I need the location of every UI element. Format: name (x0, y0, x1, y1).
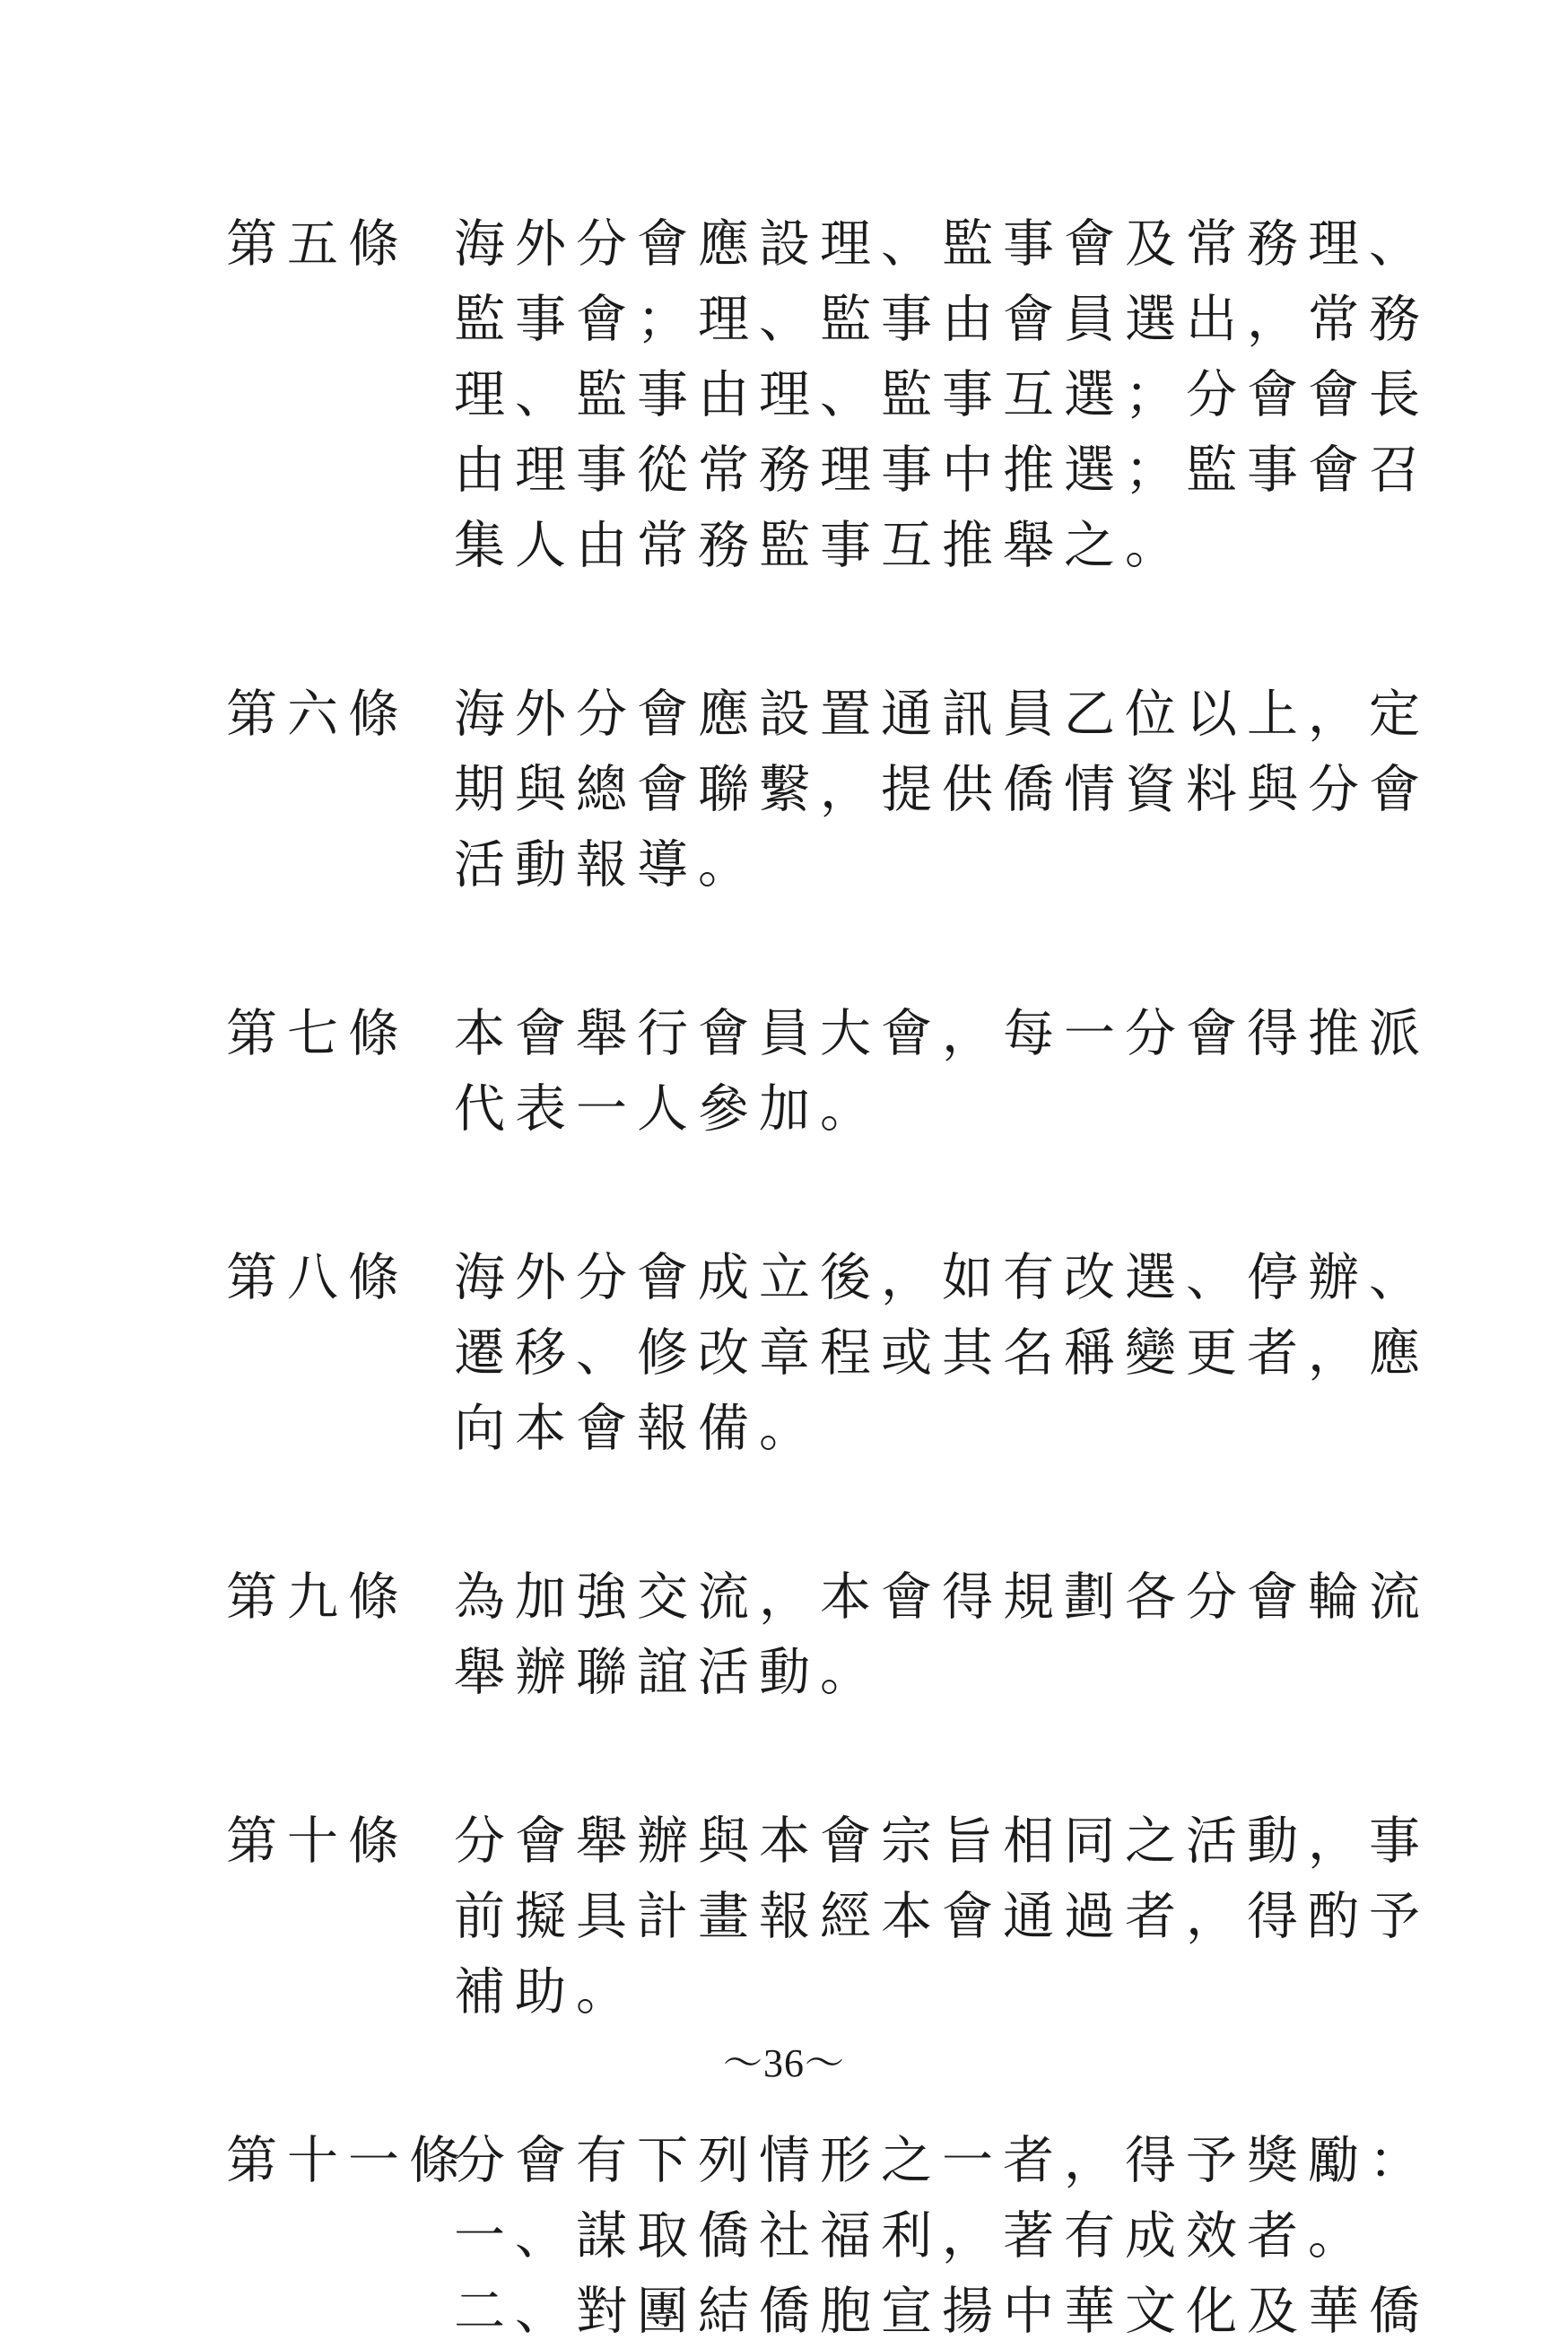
article-line: 活動報導。 (454, 835, 759, 895)
article-body (454, 1559, 1430, 1710)
article-body (454, 1240, 1430, 1466)
page-number: ～36～ (723, 2041, 845, 2085)
article-6 (226, 677, 1430, 903)
article-line: 海外分會應設置通訊員乙位以上，定 (454, 685, 1430, 744)
article-body (454, 1803, 1430, 2030)
article-line: 理、監事由理、監事互選；分會會長 (454, 365, 1430, 424)
article-line: 分會舉辦與本會宗旨相同之活動，事 (454, 1812, 1430, 1871)
article-9 (226, 1559, 1430, 1710)
article-line: 代表一人參加。 (454, 1079, 881, 1139)
article-line: 期與總會聯繫，提供僑情資料與分會 (454, 760, 1430, 819)
article-body (454, 206, 1430, 583)
article-line: 海外分會應設理、監事會及常務理、 (454, 214, 1430, 274)
article-line: 集人由常務監事互推舉之。 (454, 516, 1186, 575)
article-line: 前擬具計畫報經本會通過者，得酌予 (454, 1887, 1430, 1946)
article-label: 第十一條 (226, 2131, 470, 2190)
article-body (454, 677, 1430, 903)
article-label: 第十條 (226, 1812, 409, 1871)
article-line: 二、對團結僑胞宣揚中華文化及華僑 (454, 2282, 1430, 2341)
article-5 (226, 206, 1430, 583)
article-label: 第五條 (226, 214, 409, 274)
article-body (454, 996, 1430, 1147)
article-label: 第六條 (226, 685, 409, 744)
article-line: 由理事從常務理事中推選；監事會召 (454, 441, 1430, 500)
article-line: 一、謀取僑社福利，著有成效者。 (454, 2206, 1369, 2266)
article-line: 分會有下列情形之一者，得予獎勵： (454, 2131, 1430, 2190)
article-11 (226, 2123, 1430, 2349)
article-label: 第七條 (226, 1004, 409, 1063)
article-8 (226, 1240, 1430, 1466)
article-line: 舉辦聯誼活動。 (454, 1643, 881, 1702)
article-line: 補助。 (454, 1962, 637, 2022)
article-line: 遷移、修改章程或其名稱變更者，應 (454, 1323, 1430, 1383)
article-label: 第九條 (226, 1567, 409, 1627)
article-line: 為加強交流，本會得規劃各分會輪流 (454, 1567, 1430, 1627)
article-label: 第八條 (226, 1248, 409, 1307)
articles-list (226, 206, 1430, 2349)
article-line: 本會舉行會員大會，每一分會得推派 (454, 1004, 1430, 1063)
article-line: 海外分會成立後，如有改選、停辦、 (454, 1248, 1430, 1307)
article-10 (226, 1803, 1430, 2030)
article-body (454, 2123, 1430, 2349)
article-line: 監事會；理、監事由會員選出，常務 (454, 290, 1430, 349)
article-line: 向本會報備。 (454, 1399, 820, 1458)
article-7 (226, 996, 1430, 1147)
